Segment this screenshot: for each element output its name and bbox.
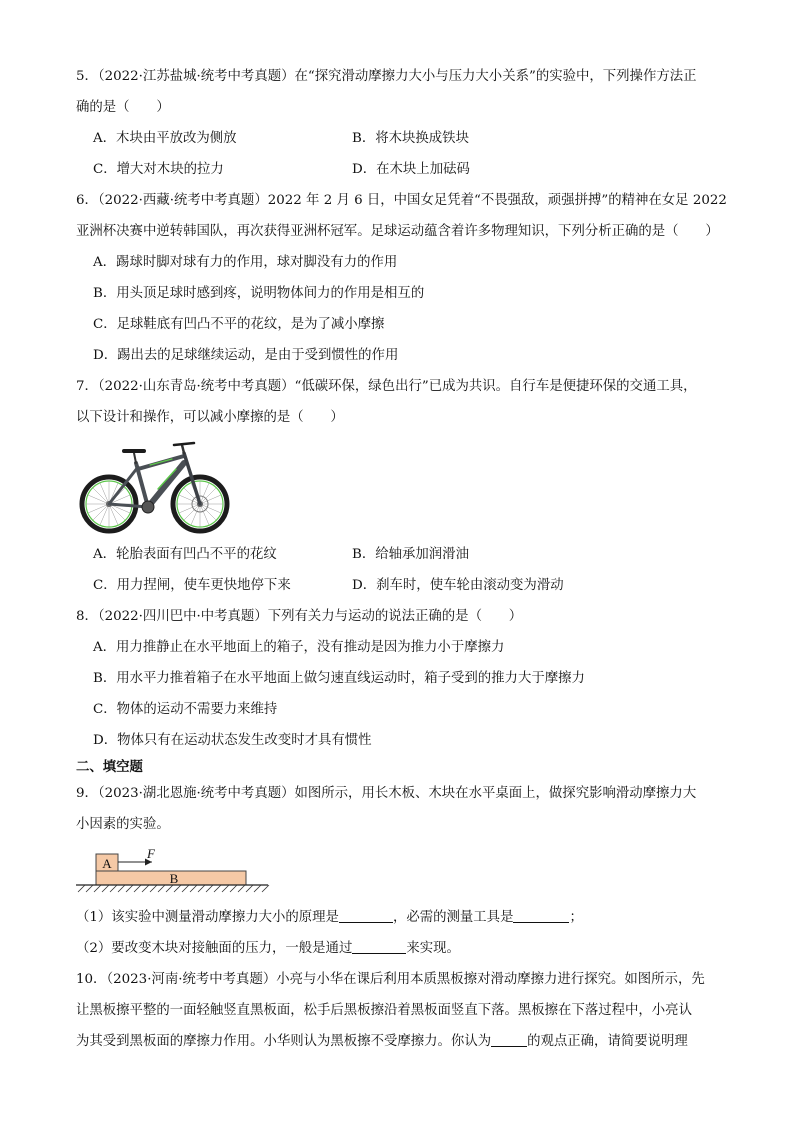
q7-option-c: C．用力捏闸，使车更快地停下来 (93, 578, 291, 593)
q8-option-d: D．物体只有在运动状态发生改变时才具有惯性 (93, 733, 372, 748)
q6-stem-line1: 6．（2022·西藏·统考中考真题）2022 年 2 月 6 日，中国女足凭着“不畏强敌，顽强拼搏”的精神在女足 2022 (76, 193, 727, 208)
q8-stem: 8．（2022·四川巴中·中考真题）下列有关力与运动的说法正确的是（ ） (76, 609, 523, 624)
q5-option-d: D．在木块上加砝码 (352, 162, 470, 177)
q9-stem-line1: 9．（2023·湖北恩施·统考中考真题）如图所示，用长木板、木块在水平桌面上，做探究影响滑动摩擦力大 (76, 786, 697, 801)
q9-sub1 (76, 908, 583, 928)
q9-sub1-text-c: ； (569, 910, 583, 925)
q6-option-b: B．用头顶足球时感到疼，说明物体间力的作用是相互的 (93, 286, 425, 301)
q10-stem-line2: 让黑板擦平整的一面轻触竖直黑板面，松手后黑板擦沿着黑板面竖直下落。黑板擦在下落过程中，小亮认 (76, 1003, 692, 1018)
q9-sub1-text-b: ，必需的测量工具是 (392, 910, 514, 925)
q5-stem-line2: 确的是（ ） (76, 100, 170, 115)
q7-option-d: D．刹车时，使车轮由滚动变为滑动 (352, 578, 564, 593)
q10-stem-line3 (76, 1032, 688, 1052)
q10-blank[interactable] (491, 1032, 527, 1047)
q5-option-b: B．将木块换成铁块 (352, 131, 469, 146)
q10-stem-line1: 10．（2023·河南·统考中考真题）小亮与小华在课后利用本质黑板擦对滑动摩擦力进行探究。如图所示，先 (76, 972, 705, 987)
q6-option-c: C．足球鞋底有凹凸不平的花纹，是为了减小摩擦 (93, 317, 385, 332)
q9-stem-line2: 小因素的实验。 (76, 817, 170, 832)
q9-sub1-blank-tool[interactable] (513, 908, 569, 923)
q10-stem-line3-text-b: 的观点正确，请简要说明理 (527, 1034, 688, 1049)
q5-option-a: A．木块由平放改为侧放 (93, 131, 237, 146)
q7-option-b: B．给轴承加润滑油 (352, 547, 469, 562)
q7-option-a: A．轮胎表面有凹凸不平的花纹 (93, 547, 277, 562)
q9-sub2-blank[interactable] (352, 939, 406, 954)
q8-option-b: B．用水平力推着箱子在水平地面上做匀速直线运动时，箱子受到的推力大于摩擦力 (93, 671, 585, 686)
q9-sub2-text-a: （2）要改变木块对接触面的压力，一般是通过 (76, 941, 353, 956)
label-a: A (102, 856, 112, 871)
section-heading-fill-in: 二、填空题 (76, 759, 143, 775)
q6-option-d: D．踢出去的足球继续运动，是由于受到惯性的作用 (93, 348, 399, 363)
q6-stem-line2: 亚洲杯决赛中逆转韩国队，再次获得亚洲杯冠军。足球运动蕴含着许多物理知识，下列分析正确的是（ ） (76, 224, 719, 239)
q9-sub2 (76, 939, 460, 959)
q8-option-a: A．用力推静止在水平地面上的箱子，没有推动是因为推力小于摩擦力 (93, 640, 505, 655)
bicycle-image (76, 439, 232, 537)
q7-stem-line1: 7．（2022·山东青岛·统考中考真题）“低碳环保，绿色出行”已成为共识。自行车是便捷环保的交通工具， (76, 379, 697, 394)
q7-stem-line2: 以下设计和操作，可以减小摩擦的是（ ） (76, 410, 344, 425)
q9-figure-board-and-block (76, 846, 272, 894)
q9-sub1-blank-principle[interactable] (339, 908, 393, 923)
q10-stem-line3-text-a: 为其受到黑板面的摩擦力作用。小华则认为黑板擦不受摩擦力。你认为 (76, 1034, 492, 1049)
label-f: F (147, 846, 155, 861)
q6-option-a: A．踢球时脚对球有力的作用，球对脚没有力的作用 (93, 255, 398, 270)
q5-option-c: C．增大对木块的拉力 (93, 162, 224, 177)
label-b: B (169, 871, 179, 886)
q9-sub1-text-a: （1）该实验中测量滑动摩擦力大小的原理是 (76, 910, 339, 925)
table-hatching (78, 885, 269, 892)
q9-sub2-text-b: 来实现。 (406, 941, 460, 956)
q5-stem-line1: 5．（2022·江苏盐城·统考中考真题）在“探究滑动摩擦力大小与压力大小关系”的实验中，下列操作方法正 (76, 69, 697, 84)
q8-option-c: C．物体的运动不需要力来维持 (93, 702, 278, 717)
